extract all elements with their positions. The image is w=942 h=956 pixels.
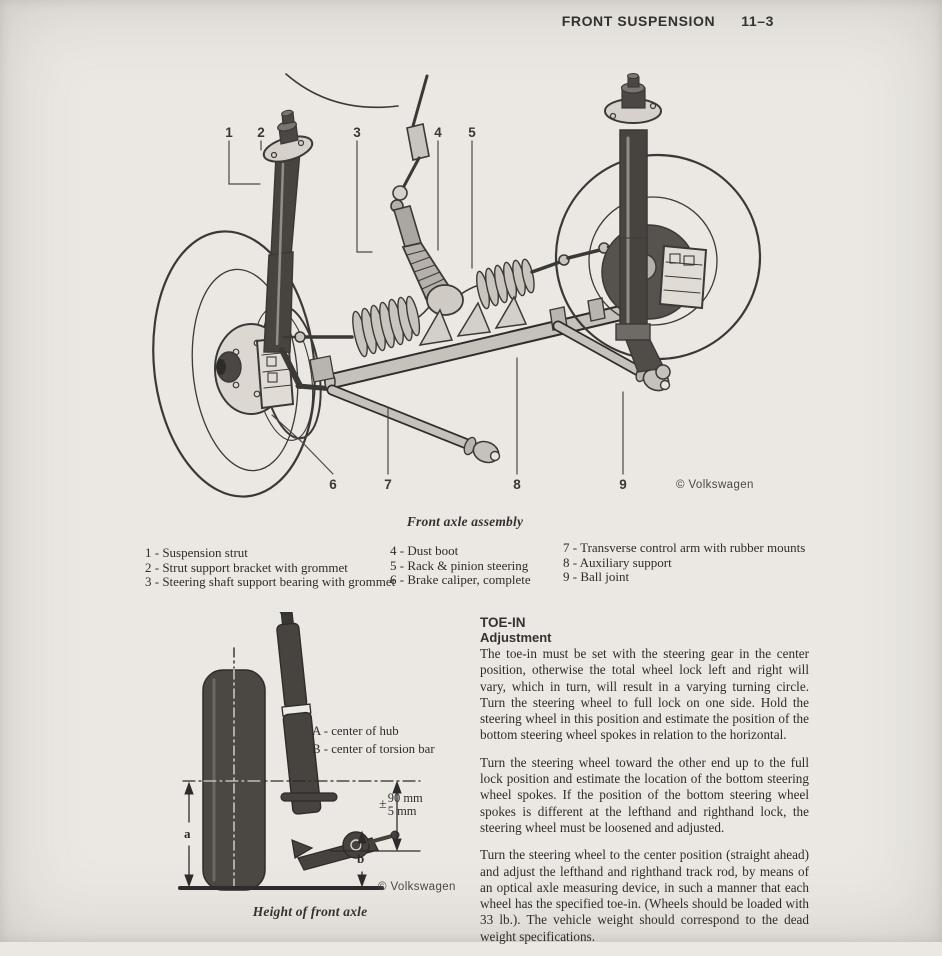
toe-in-heading: TOE-IN xyxy=(480,615,526,630)
left-suspension-strut xyxy=(261,109,315,352)
figure2-legend xyxy=(312,722,435,758)
callout-4: 4 xyxy=(434,125,442,140)
parts-list-column-1 xyxy=(145,546,395,590)
part-item: 2 - Strut support bracket with grommet xyxy=(145,559,348,575)
right-wheel xyxy=(556,155,760,359)
part-item: 9 - Ball joint xyxy=(563,569,630,584)
left-control-arm xyxy=(332,390,502,466)
legend-center-of-torsion-bar: B - center of torsion bar xyxy=(312,742,435,756)
body-outline-arc xyxy=(286,74,398,107)
header-title: FRONT SUSPENSION xyxy=(561,13,716,29)
figure1-credit: © Volkswagen xyxy=(676,479,754,491)
part-item: 6 - Brake caliper, complete xyxy=(390,572,531,587)
callout-5: 5 xyxy=(468,125,476,140)
callout-6: 6 xyxy=(329,477,337,492)
figure2-caption: Height of front axle xyxy=(252,904,368,919)
ball-joint xyxy=(656,365,670,379)
part-item: 7 - Transverse control arm with rubber mounts xyxy=(563,540,806,555)
callout-3: 3 xyxy=(353,125,361,140)
dimension-letter-b: b xyxy=(357,851,365,866)
strut xyxy=(272,612,321,814)
parts-list-column-2 xyxy=(390,544,531,588)
part-item: 1 - Suspension strut xyxy=(145,545,248,560)
right-rack-bellows xyxy=(474,258,536,309)
part-item: 8 - Auxiliary support xyxy=(563,554,672,570)
parts-list-column-3 xyxy=(563,541,805,585)
toe-in-paragraph: Turn the steering wheel toward the other end up to the full lock position and estimate the location of the bottom steering wheel spokes. If the position of the bottom steering wheel spokes is different at the lefthand and righthand lock, the steering wheel must be loosened and adjusted. xyxy=(480,754,809,835)
page-header xyxy=(562,13,774,29)
steering-shaft xyxy=(391,76,429,247)
toe-in-paragraph: Turn the steering wheel to the center position (straight ahead) and adjust the lefthand and righthand track rod, by means of an optical axle measuring device, in such a manner that each wheel has the specified toe-in. (Wheels should be loaded with 33 lb.). The vehicle weight should correspond to the dead weight specifications. xyxy=(480,847,809,944)
left-wheel xyxy=(141,223,330,504)
callout-7: 7 xyxy=(384,477,392,492)
page-number: 11–3 xyxy=(741,13,774,29)
toe-in-paragraph: The toe-in must be set with the steering gear in the center position, otherwise the total wheel lock left and right will vary, which in turn, will result in a varying turning circle. Turn the steering wheel to full lock on one side. Hold the steering wheel in this position and estimate the position of the bottom steering wheel spokes in relation to the horizontal. xyxy=(480,646,809,743)
right-brake-caliper xyxy=(660,246,706,308)
toe-in-subheading: Adjustment xyxy=(480,630,552,645)
callout-8: 8 xyxy=(513,477,521,492)
toe-in-section xyxy=(480,615,809,956)
figure1-caption: Front axle assembly xyxy=(406,514,524,529)
torsion-bar-arm xyxy=(281,793,337,801)
dimension-value xyxy=(379,792,423,817)
left-rack-bellows xyxy=(350,295,422,357)
left-tie-rod xyxy=(284,332,352,342)
callout-9: 9 xyxy=(619,477,627,492)
plus-minus-sign: ± xyxy=(379,796,387,812)
part-item: 3 - Steering shaft support bearing with grommet xyxy=(145,574,396,589)
dimension-upper: 90 mm xyxy=(387,791,423,805)
universal-joint xyxy=(393,186,407,200)
legend-center-of-hub: A - center of hub xyxy=(312,724,399,738)
part-item: 5 - Rack & pinion steering xyxy=(390,557,529,573)
dimension-lower: 5 mm xyxy=(387,803,417,818)
figure2-credit: © Volkswagen xyxy=(378,881,456,893)
part-item: 4 - Dust boot xyxy=(390,543,459,558)
callout-2: 2 xyxy=(257,125,265,140)
dimension-letter-a: a xyxy=(184,826,191,841)
callout-1: 1 xyxy=(225,125,233,140)
